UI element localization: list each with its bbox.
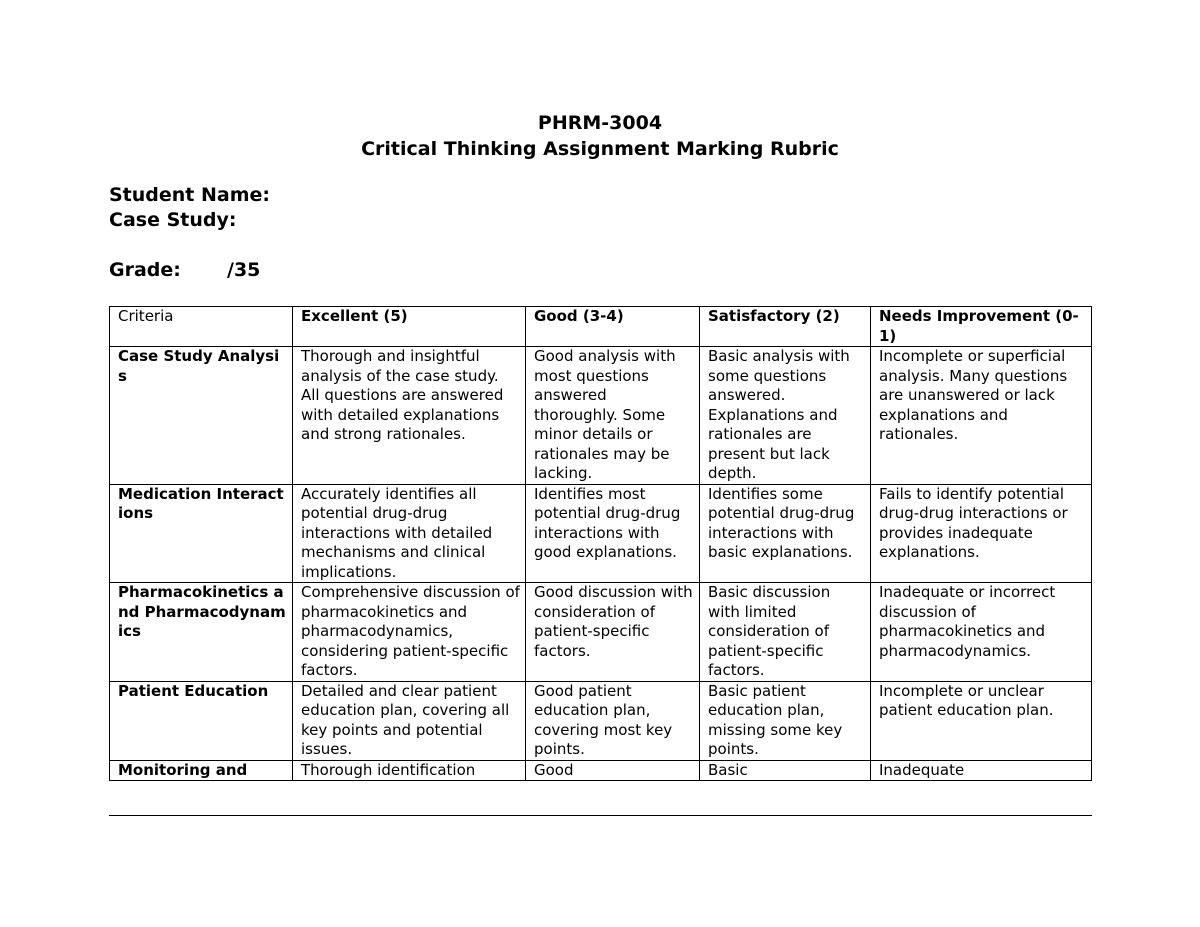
table-row bbox=[110, 760, 1092, 781]
criteria-cell: Monitoring and bbox=[110, 760, 293, 781]
table-row bbox=[110, 484, 1092, 583]
needs-improvement-cell: Inadequate bbox=[871, 760, 1092, 781]
satisfactory-cell: Basic patient education plan, missing some key points. bbox=[700, 681, 871, 760]
header-excellent: Excellent (5) bbox=[293, 307, 526, 347]
excellent-cell: Detailed and clear patient education plan, covering all key points and potential issues. bbox=[293, 681, 526, 760]
criteria-cell: Medication Interactions bbox=[110, 484, 293, 583]
table-row bbox=[110, 681, 1092, 760]
needs-improvement-cell: Incomplete or superficial analysis. Many questions are unanswered or lack explanations and rationales. bbox=[871, 347, 1092, 485]
course-code: PHRM-3004 bbox=[537, 112, 663, 134]
criteria-cell: Pharmacokinetics and Pharmacodynamics bbox=[110, 583, 293, 682]
criteria-cell: Case Study Analysis bbox=[110, 347, 293, 485]
grade-line bbox=[109, 258, 270, 283]
excellent-cell: Thorough identification bbox=[293, 760, 526, 781]
good-cell: Good discussion with consideration of patient-specific factors. bbox=[526, 583, 700, 682]
spacer bbox=[109, 233, 270, 258]
document-title: Critical Thinking Assignment Marking Rubric bbox=[361, 138, 839, 160]
good-cell: Good analysis with most questions answered thoroughly. Some minor details or rationales may be lacking. bbox=[526, 347, 700, 485]
table-row bbox=[110, 347, 1092, 485]
rubric-header-row bbox=[110, 307, 1092, 347]
needs-improvement-cell: Incomplete or unclear patient education plan. bbox=[871, 681, 1092, 760]
good-cell: Good patient education plan, covering most key points. bbox=[526, 681, 700, 760]
header-satisfactory: Satisfactory (2) bbox=[700, 307, 871, 347]
student-info bbox=[109, 183, 270, 283]
excellent-cell: Accurately identifies all potential drug-drug interactions with detailed mechanisms and clinical implications. bbox=[293, 484, 526, 583]
header-criteria: Criteria bbox=[110, 307, 293, 347]
case-study-label: Case Study: bbox=[109, 209, 237, 231]
needs-improvement-cell: Fails to identify potential drug-drug interactions or provides inadequate explanations. bbox=[871, 484, 1092, 583]
table-row bbox=[110, 583, 1092, 682]
grade-total: /35 bbox=[227, 259, 261, 281]
rubric-table bbox=[109, 306, 1092, 781]
satisfactory-cell: Basic analysis with some questions answered. Explanations and rationales are present but lack depth. bbox=[700, 347, 871, 485]
good-cell: Identifies most potential drug-drug interactions with good explanations. bbox=[526, 484, 700, 583]
criteria-cell: Patient Education bbox=[110, 681, 293, 760]
satisfactory-cell: Basic bbox=[700, 760, 871, 781]
needs-improvement-cell: Inadequate or incorrect discussion of pharmacokinetics and pharmacodynamics. bbox=[871, 583, 1092, 682]
header-needs-improvement: Needs Improvement (0-1) bbox=[871, 307, 1092, 347]
good-cell: Good bbox=[526, 760, 700, 781]
excellent-cell: Thorough and insightful analysis of the case study. All questions are answered with detailed explanations and strong rationales. bbox=[293, 347, 526, 485]
grade-label: Grade: bbox=[109, 259, 181, 281]
satisfactory-cell: Identifies some potential drug-drug interactions with basic explanations. bbox=[700, 484, 871, 583]
rubric-container bbox=[109, 306, 1092, 816]
title-block bbox=[0, 110, 1200, 162]
student-name-label: Student Name: bbox=[109, 184, 271, 206]
header-good: Good (3-4) bbox=[526, 307, 700, 347]
excellent-cell: Comprehensive discussion of pharmacokinetics and pharmacodynamics, considering patient-specific factors. bbox=[293, 583, 526, 682]
satisfactory-cell: Basic discussion with limited consideration of patient-specific factors. bbox=[700, 583, 871, 682]
